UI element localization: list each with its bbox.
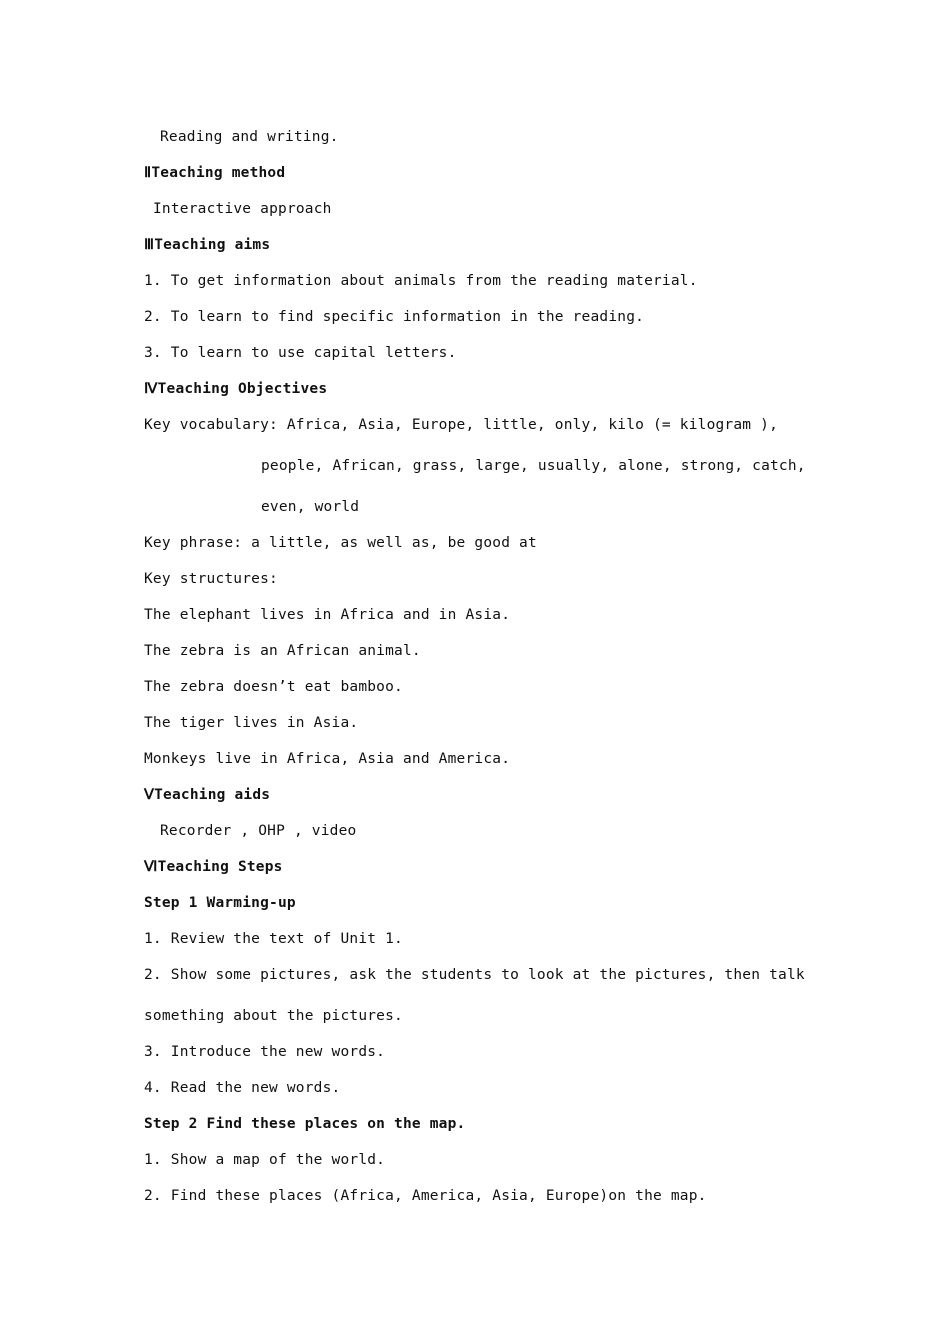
step-item: 3. Introduce the new words. (144, 1044, 386, 1060)
structure-item: The zebra doesn’t eat bamboo. (144, 679, 403, 695)
text-line: Reading and writing. (160, 129, 339, 145)
step-item: 4. Read the new words. (144, 1080, 341, 1096)
section-heading-teaching-method: ⅡTeaching method (144, 165, 286, 181)
structure-item: The elephant lives in Africa and in Asia. (144, 607, 511, 623)
structure-item: The zebra is an African animal. (144, 643, 421, 659)
aim-item: 1. To get information about animals from the reading material. (144, 273, 698, 289)
structure-item: The tiger lives in Asia. (144, 715, 359, 731)
section-heading-teaching-aids: ⅤTeaching aids (144, 787, 271, 803)
key-structures-label: Key structures: (144, 571, 278, 587)
step-item: 1. Show a map of the world. (144, 1152, 386, 1168)
text-line: Interactive approach (153, 201, 332, 217)
step-heading: Step 1 Warming-up (144, 895, 296, 911)
aim-item: 3. To learn to use capital letters. (144, 345, 457, 361)
step-item-continued: something about the pictures. (144, 1008, 403, 1024)
aim-item: 2. To learn to find specific information in the reading. (144, 309, 645, 325)
text-line: Recorder , OHP , video (160, 823, 357, 839)
step-item: 1. Review the text of Unit 1. (144, 931, 403, 947)
key-phrase: Key phrase: a little, as well as, be good at (144, 535, 537, 551)
section-heading-teaching-objectives: ⅣTeaching Objectives (144, 381, 328, 397)
step-item: 2. Show some pictures, ask the students to look at the pictures, then talk (144, 967, 805, 983)
key-vocabulary-continued: people, African, grass, large, usually, alone, strong, catch, (261, 458, 806, 474)
section-heading-teaching-steps: ⅥTeaching Steps (144, 859, 283, 875)
step-heading: Step 2 Find these places on the map. (144, 1116, 466, 1132)
structure-item: Monkeys live in Africa, Asia and America. (144, 751, 511, 767)
key-vocabulary-continued: even, world (261, 499, 360, 515)
section-heading-teaching-aims: ⅢTeaching aims (144, 237, 271, 253)
key-vocabulary: Key vocabulary: Africa, Asia, Europe, little, only, kilo (= kilogram ), (144, 417, 779, 433)
step-item: 2. Find these places (Africa, America, Asia, Europe)on the map. (144, 1188, 707, 1204)
